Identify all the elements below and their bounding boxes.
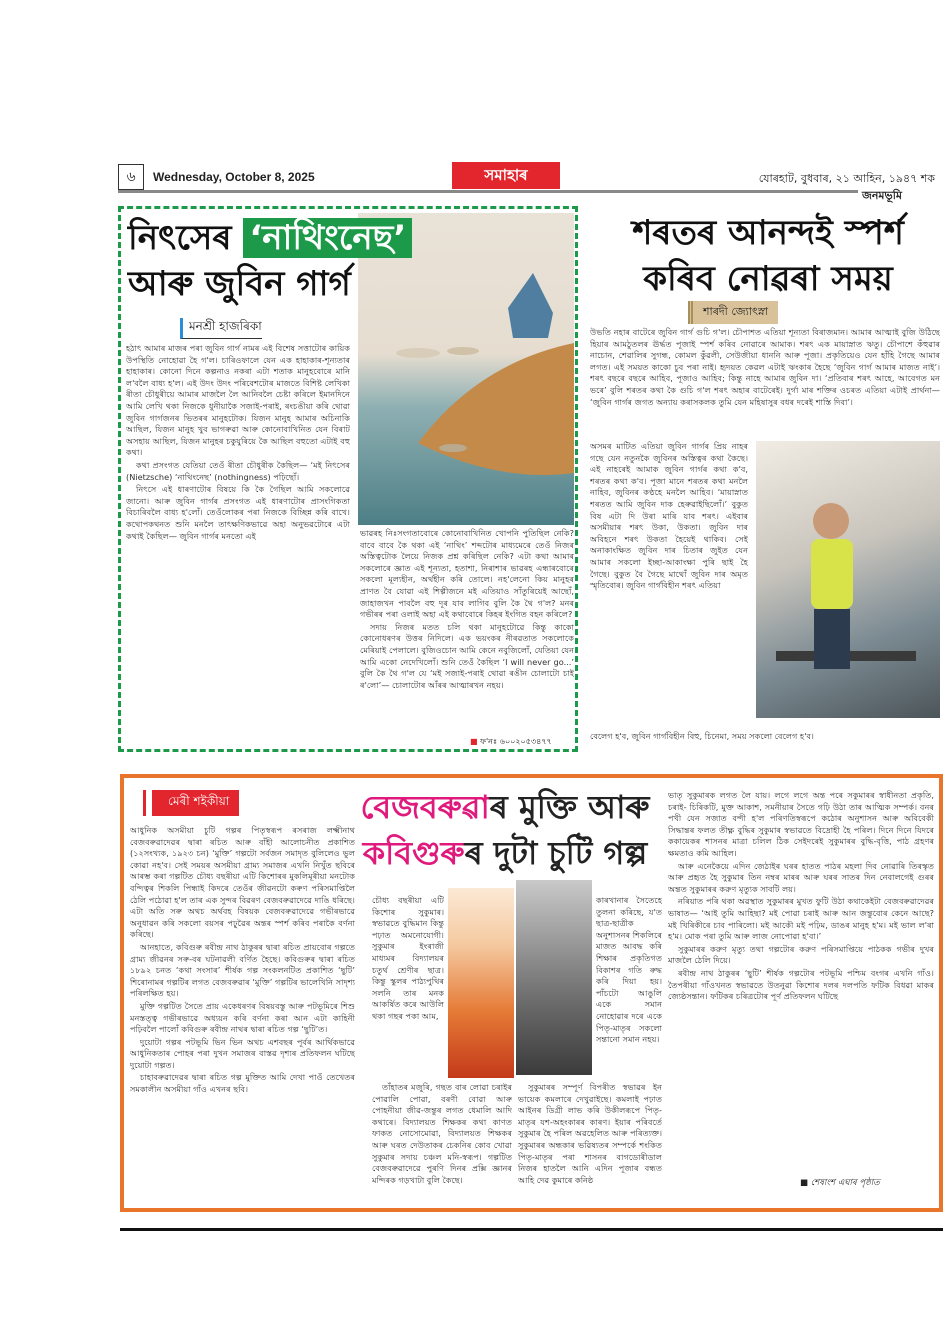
paragraph: আনহাতে, কবিগুৰু ৰবীন্দ্ৰ নাথ ঠাকুৰৰ দ্বাৰা ৰচিত প্ৰায়বোৰ গল্পতে গ্ৰাম্য জীৱনৰ সৰু-বৰ ঘটনাৱলী বৰ্ণিত হৈছে। কবিগুৰুৰ দ্বাৰা ৰচিত ১৮৯২ চনত ‘কথা সংসাৰ’ শীৰ্ষক গল্প সংকলনটিত প্ৰকাশিত ‘ছুটি’ শিৰোনামৰ গল্পটিৰ লগত বেজবৰুৱাৰ ‘মুক্তি’ গল্পটিৰ ভালেখিনি সাদৃশ্য পৰিলক্ষিত হয়। [130,941,355,999]
article3-columnD [518,1082,662,1202]
article2-byline: শাৰদী জ্যোৎস্না [688,301,778,324]
paragraph: সুকুমাৰৰ সম্পূৰ্ণ বিপৰীত স্বভাৱৰ ইন ভায়েক কমলাৰে দেখুৱাইছে। কমলাই পঢ়াত আইনৰ ডিগ্ৰী লাভ কৰি উকীলৰূপে পিতৃ-মাতৃৰ যশ-অহংকাৰৰ কাৰণ। ইয়াৰ পৰিবৰ্তে সুকুমাৰ হৈ পৰিল অৱহেলিত আৰু পৰিত্যক্ত। সুকুমাৰৰ অন্ধকাৰ ভৱিষ্যতৰ সম্পৰ্কে শংকিত পিতৃ-মাতৃৰ পৰা শাসনৰ বাগডোৰীডাল নিজৰ হাতলৈ আনি এদিন পূজাৰ বন্ধত আহি দেৱ কুমাৰে কনিষ্ঠ [518,1082,662,1185]
article2-photo-zubeen-garg [756,441,940,718]
continued-note: ■ শেষাংশ এঘাৰ পৃষ্ঠাত [800,1178,880,1188]
paragraph: সুকুমাৰৰ করুণ মৃত্যু তথা গল্পটোৰ করুণ পৰিসমাপ্তিয়ে পাঠকক গভীৰ দুখৰ মাজলৈ ঠেলি দিয়ে। [668,943,934,966]
article3-columnC [372,1082,512,1202]
title-black: ৰ দুটা চুটি গল্প [464,834,648,872]
article1-title-line2: আৰু জুবিন গাৰ্গ [128,264,351,304]
paragraph: ভাৱৰহ নিঃসংগতাবোৰে কোনোবাখিনিত খোপনি পুতিছিল নেকি? বাবে বাবে কৈ থকা এই ‘নাথিং’ শব্দটোৰ মাধ্যমেৰে তেওঁ নিজৰ অস্তিত্বটোক লৈয়ে নিজক প্ৰশ্ন কৰিছিল নেকি? এটা কথা আমাৰ সকলোৰে জ্ঞাত এই শূন্যতা, হতাশা, নিৰাশাৰ ভাৱৰহ এন্ধাৰবোৰে সকলো মূল্যহীন, অৰ্থহীন কৰি তোলে। নহ'লেনো কিয় মানুহৰ প্ৰাণত বৈ যোৱা এই শিল্পীজনে মই এতিয়াও সাঁতুৰিয়েই আছোঁ, জাহাজখন পাবলৈ বহু দূৰ যাব লাগিব বুলি কৈ থৈ গ'ল? মনৰ গভীৰৰ পৰা ওলাই অহা এই কথাবোৰে কিহৰ ইংগিত বহন কৰিলে? [360,528,574,620]
title-word: নিৎসেৰ [128,218,232,258]
article1-column2 [360,528,574,734]
article3-columnA [372,895,444,1077]
article3-column4 [668,790,934,1170]
paragraph: আৰু এনেকৈয়ে এদিন জেঠাইৰ ঘৰৰ হাতত পাঠৰ মহলা দিব নোৱাৰি তিৰস্কৃত আৰু প্ৰহৃত হৈ সুকুমাৰ তিন নম্বৰ মাৰৰ আৰু ঘৰৰ সাতৰ দিন নেবালগেই গুৰৰ অন্তত সুকুমাৰৰ করুণ মৃত্যুক সাবটি লয়। [668,860,934,894]
newspaper-logo: জনমভূমি [862,189,902,202]
paragraph: সদায় নিজৰ মতত চলি থকা মানুহটোৱে কিন্তু কাকো কোনোধৰণৰ উত্তৰ নিদিলে। এক ভয়ংকৰ নীৰৱতাত সকলোকে মেৰিয়াই পেলালে। বুজিওচোন আমি কেনে নবুজিলোঁ, যেতিয়া যেন আমি একো নেদেখিলোঁ। শুনি তেওঁ কৈছিল ‘I will never go...’ বুলি কৈ থৈ গ'ল যে ‘মই সজাই-পৰাই থোৱা ৰঙীন চোলাটো চাই ৰ'লো’— চোলাটোৰ আঁৰৰ আত্মাৰখন নহয়। [360,621,574,690]
title-pink: বেজবৰুৱা [360,788,490,826]
paragraph: তাঁহাতৰ মজুৰি, গছত বাৰ লোৱা চৰাইৰ পোৱালি পোৱা, বৰণী বোৱা আৰু পোহনীয়া জীৱ-জন্তুৰ লগত ধেমালি আদি কথাৰে। বিদ্যালয়ত শিক্ষকৰ কথা কাণত ফাকত নোসোমোৱা, বিদ্যালয়ত শিক্ষকৰ আৰু ঘৰত দেউতাকৰ চেকনিৰ কোব খোৱা সুকুমাৰ সদায় চঞ্চল মনি-স্বৰূপ। গল্পটিত বেজবৰুৱাদেৱে পুৰণি দিনৰ প্ৰক্সি জ্ঞানৰ মন্দিৰক গড়খাটা বুলি কৈছে। [372,1082,512,1185]
title-black: ৰ মুক্তি আৰু [489,788,650,826]
paragraph: ৰবীন্দ্ৰ নাথ ঠাকুৰৰ ‘ছুটি’ শীৰ্ষক গল্পটোৰ পটভূমি পশ্চিম বংগৰ এখনি গাঁও। তৈপৰীয়া গাঁওখনত স্বভাৱতে উতনুৱা কিশোৰ দলৰ দলপতি ফটিক বিধৱা মাকৰ জ্যেষ্ঠসন্তান। ফটিকৰ চৰিত্ৰটোৰ পূৰ্ণ প্ৰতিফলন ঘটিছে [668,967,934,1002]
paragraph: উভতি নহাৰ বাটেৰে জুবিন গাৰ্গ গুচি গ'ল। চৌপাশত এতিয়া শূন্যতা বিৰাজমান। আমাৰ আত্মাই বুজি উঠিছে হিয়াৰ আমঠুতলৰ ঊৰ্দ্ধত পূজাই স্পৰ্শ কৰিব নোৱাৰে আমাক। শৰৎ এক মায়াস্নাত ঋতু। চৌপাশে কঁহুৱাৰ নাচোন, শেৱালিৰ সুগন্ধ, কোমল কুঁৱলী, সেউজীয়া ধাননি আৰু পূজা। প্ৰকৃতিয়েও যেন হাঁহি গৈছে আমাৰ লগত। এই সময়ত কাকো চুব পৰা নাই। হৃদয়ত কেৱল এটাই ঋংকাৰ হৈছে ‘জুবিন গাৰ্গ আমাৰ মাজত নাই’। শৰৎ বছৰে বছৰে আহিব, পূজাও আহিব; কিন্তু নাহে আমাৰ জুবিন দা। ‘প্ৰতিবাৰ শৰৎ আহে, আবেগত মন ভৰে’ বুলি শৰতৰ কথা কৈ গুচি গ'ল শৰৎ অহাৰ বাটেৰেই। দুৰ্গা মাৰ শক্তিৰ ওচৰত এতিয়া এটাই প্ৰাৰ্থনা— ‘জুবিন গাৰ্গৰ জগত অন্যায় কৰাসকলক তুমি যেন মহিষাসুৰ বধৰ দৰেই শাস্তি দিবা’। [590,327,940,407]
paragraph: দুয়োটা গল্পৰ পটভূমি ভিন ভিন অথচ এশবছৰ পূৰ্বৰ আৰ্থিকভাৱে আধুনিকতাৰ পোহৰ পৰা দুখন সমাজৰ বাস্তৱ দৃশ্যৰ প্ৰতিফলন ঘটিছে দুয়োটা গল্পত। [130,1036,355,1070]
title-highlight: ‘নাথিংনেছ’ [243,218,412,258]
paragraph: কাৰখানাৰ সৈতেহে তুলনা কৰিছে, য'ত ছাত্ৰ-ছাত্ৰীক অনুশাসনৰ শিকলিৰে মাজত আবদ্ধ কৰি শিক্ষাৰ প্ৰকৃতিগত বিকাশৰ গতি ৰুদ্ধ কৰি দিয়া হয়। পাঁচটো আঙুলি একে সমান নোহোৱাৰ দৰে একে পিতৃ-মাতৃৰ সকলো সন্তানো সমান নহয়। [596,895,662,1045]
footer-rule [120,1228,943,1231]
article3-columnB [596,895,662,1077]
article2-column [590,441,748,729]
paragraph: হঠাৎ আমাৰ মাজৰ পৰা জুবিন গাৰ্গ নামৰ এই বিশেষ সত্তাটোৰ কায়িক উপস্থিতি নোহোৱা হৈ গ'ল। চাৰিওফালে যেন এক হাহাকাৰ-শূন্যতাৰ হাহাকাৰ। কোনো দিনে কল্পনাও নকৰা এটা শতাক মানুহবোৰে মানি ল'বলৈ বাধ্য হ'ল। এই উদং উদং পৰিবেশটোৰ মাজতে বিশিষ্ট লেখিকা ৰীতা চৌধুৰীয়ে আমাৰ মাজলৈ লৈ আনিবলৈ চেষ্টা কৰিলে ইমানদিনে আমি লেখি থকা নিজকে ধুনীয়াকৈ সজাই-পৰাই, ৰংচঙীয়া কৰি থোৱা জুবিন গাৰ্গজনৰ ভিতৰৰ মানুহটোক। যিজন মানুহ আমাৰ অচিনাকি আছিল, যিজন মানুহ খুব ভাগৰুৱা আৰু কোনোবাখিনিত যেন বিৰাট অসহায় আছিল, যিজন মানুহৰ চকুযুৰিয়ে কৈ আছিল বহুতো এটাই বহু কথা। [126,343,350,458]
article3-byline: মেৰী শইকীয়া [152,790,239,816]
article3-title [320,784,690,876]
article2-intro [590,327,940,439]
article3-column1 [130,825,355,1203]
portrait-illustration [756,441,940,718]
issue-date: Wednesday, October 8, 2025 [153,170,315,184]
header-rule [118,190,858,193]
paragraph: ভাতৃ সুকুমাৰক লগত লৈ যায়। লগে লগে অন্ত পৰে সকুমাৰৰ স্বাধীনতা প্ৰকৃতি, চৰাই- চিৰিকটি, মুক্ত আকাশ, সমনীয়াৰ সৈতে গঢ়ি উঠা তাৰ আত্মিক সম্পৰ্ক। বনৰ পখী যেন সজাত বন্দী হ'ল পৰিণতিস্বৰূপে কঠোৰ অনুশাসন আৰু অবিবেকী সিদ্ধান্তৰ ফলত তীক্ষ্ণ বুদ্ধিৰ সুকুমাৰ স্বভাৱতে বিদ্ৰোহী হৈ পৰিল। দিনে দিনে যিদৰে ককায়েকৰ শাসনৰ মাত্ৰা চলিল ঠিক সেইদৰেই সুকুমাৰৰ বুদ্ধি-বৃত্তি, পাঠ গ্ৰহণৰ ক্ষমতাও কমি আহিল। [668,790,934,858]
author-phone: ■ ফ'নঃ ৬০০২০৫৩৪৭৭ [470,737,552,746]
photo-tagore-portrait [516,880,592,1075]
section-label: সমাহাৰ [452,162,560,189]
photo-bezbaroa-portrait [448,888,514,1078]
paragraph: নৰিয়াত পৰি থকা অৱস্থাত সুকুমাৰৰ মুখত ফুটি উঠা কথাকেইটা বেজবৰুৱাদেৱৰ ভাষাত— ‘আই তুমি আহিছা? মই পোৱা চৰাই আৰু আন জন্তুবোৰ কেনে আছে? মই খিৰিকীৰে চাব পাৰিলো। মই আকৌ মই পঢ়িম, ডাঙৰ মানুহ হ'ম। মই ভাল ল'ৰা হ'ম। মোক পৰা তুমি আৰু লাজ নোপোৱা হ'বা।’ [668,896,934,942]
paragraph: আধুনিক অসমীয়া চুটি গল্পৰ পিতৃস্বৰূপ ৰসৰাজ লক্ষ্মীনাথ বেজবৰুৱাদেৱৰ দ্বাৰা ৰচিত আৰু বাঁহী আলোচনীত প্ৰকাশিত (১২সংখ্যক, ১৯২৩ চন) ‘মুক্তি’ গল্পটো সৰ্বজন সমাদৃত বুলিলেও ভুল কোৱা নহ'ব। সেই সময়ৰ অসমীয়া গ্ৰাম্য সমাজৰ এখনি নিখুঁত ছবিৰে আৰম্ভ কৰা গল্পটিত চৌধ্য বছৰীয়া এটি কিশোৰৰ মুকলিমূৰীয়া মনটোক বন্দিত্বৰ শিকলি পিন্ধাই কিদৰে তেওঁৰ জীৱনটো কৰুণ পৰিসমাপ্তিলৈ ঠেলি পঠোৱা হ'ল তাৰ এক সুন্দৰ বিৱৰণ বেজবৰুৱাদেৱে দাঙি ধৰিছে। এটা অতি সৰু অথচ অৰ্থবহ বিষয়ক বেজবৰুৱাদেৱে গভীৰভাৱে অনুধাৱন কৰি সকলো বয়সৰ পঢ়ুৱৈৰ অন্তৰ স্পৰ্শ কৰিব পৰাকৈ বৰ্ণনা কৰিছে। [130,825,355,940]
paragraph: চৌধ্য বছৰীয়া এটি কিশোৰ সুকুমাৰ। স্বভাৱতে বুদ্ধিমান কিন্তু পঢ়াত অমনোযোগী। সুকুমাৰ ইংৰাজী মাধ্যমৰ বিদ্যালয়ৰ চতুৰ্থ শ্ৰেণীৰ ছাত্ৰ। কিন্তু স্কুলৰ পাঠ্যপুথিৰ সলনি তাৰ মনক আকৰ্ষিত কৰে আউলি থকা গছৰ পকা আম, [372,895,444,1021]
paragraph: কথা প্ৰসংগত যেতিয়া তেওঁ ৰীতা চৌধুৰীক কৈছিল— ‘মই নিৎসেৰ (Nietzsche) ‘নাথিংনেছ’ (nothingness) পঢ়িছোঁ। [126,459,350,482]
article2-caption [590,731,940,747]
paragraph: অসমৰ মাটিত এতিয়া জুবিন গাৰ্গৰ প্ৰিয় নাহৰ গছে যেন নতুনকৈ জুবিনৰ অস্তিত্বৰ কথা কৈছে। এই নাহৰেই আমাক জুবিন গাৰ্গৰ কথা ক'ব, শৰতৰ কথা ক'ব। পূজা মানে শৰতৰ কথা মনলৈ নাহিব, জুবিনৰ কণ্ঠহে মনলৈ আহিব। ‘মায়াস্নাত শৰতত আমি জুবিন দাক হেৰুৱাইছিলোঁ।’ বুকুত বিষ এটা দি উৰা মাৰি যাব শৰৎ। এইবাৰ অসমীয়াৰ শৰৎ উকা, উকতা। জুবিন দাৰ অবিহনে শৰৎ উকতা হৈয়েই থাকিব। সেই অনাকাংক্ষিত জুবিন দাৰ চিতাৰ জুইত যেন আমাৰ সকলো ইচ্ছা-আকাংক্ষা পুৰি ছাই হৈ গৈছে। বুকুত বৈ গৈছে মাথোঁ জুবিন দাৰ অমৃত স্মৃতিবোৰ। জুবিন গাৰ্গবিহীন শৰৎ এতিয়া [590,441,748,591]
paragraph: নিৎসে এই ধাৰণাটোৰ বিষয়ে কি কৈ গৈছিল আমি সকলোৱে জানো। আৰু জুবিন গাৰ্গৰ প্ৰসংগত এই ধাৰণাটোৰ প্ৰাসংগিকতা বিচাৰিবলৈ বাধ্য হ'লোঁ। তেওঁলোকৰ পৰা নিজকে বিচ্ছিন্ন কৰি বাখে। কথোপকথনত শুনি মনলৈ তাৎক্ষণিকভাৱে অহা অনুভৱটোৰে এটা কথাই কৈছিল— জুবিন গাৰ্গৰ মনতো এই [126,484,350,541]
article1-byline: মনশ্ৰী হাজৰিকা [180,318,262,339]
paragraph: বেলেগ হ'ব, জুবিন গাৰ্গবিহীন বিহু, চিনেমা, সময় সকলো বেলেগ হ'ব। [590,731,814,741]
article2-title: শৰতৰ আনন্দই স্পৰ্শ কৰিব নোৱৰা সময় [632,213,904,299]
title-pink: কবিগুৰু [362,834,465,872]
paragraph: মুক্তি গল্পটিত সৈতে প্ৰায় একেধৰণৰ বিষয়বস্তু আৰু পটভূমিৰে শিশু মনস্তত্ত্ব গভীৰভাৱে অধ্যয়ন কৰি বৰ্ণনা কৰা আন এটা কাহিনী পঢ়িবলৈ পালোঁ কবিগুৰু ৰবীন্দ্ৰ নাথৰ দ্বাৰা ৰচিত গল্প ‘ছুটি’ত। [130,1000,355,1035]
local-date: যোৰহাট, বুধবাৰ, ২১ আহিন, ১৯৪৭ শক [758,172,935,185]
article1-column1 [126,343,350,745]
paragraph: চাহাবৰুৱাদেৱৰ দ্বাৰা ৰচিত গল্প মুক্তিত আমি দেখা পাওঁ তেখেতৰ সমকালীন অসমীয়া গাঁও এখনৰ ছবি। [130,1072,355,1095]
phone-text: ফ'নঃ ৬০০২০৫৩৪৭৭ [480,737,552,746]
page-number: ৬ [118,164,144,190]
continued-text: শেষাংশ এঘাৰ পৃষ্ঠাত [810,1178,880,1188]
